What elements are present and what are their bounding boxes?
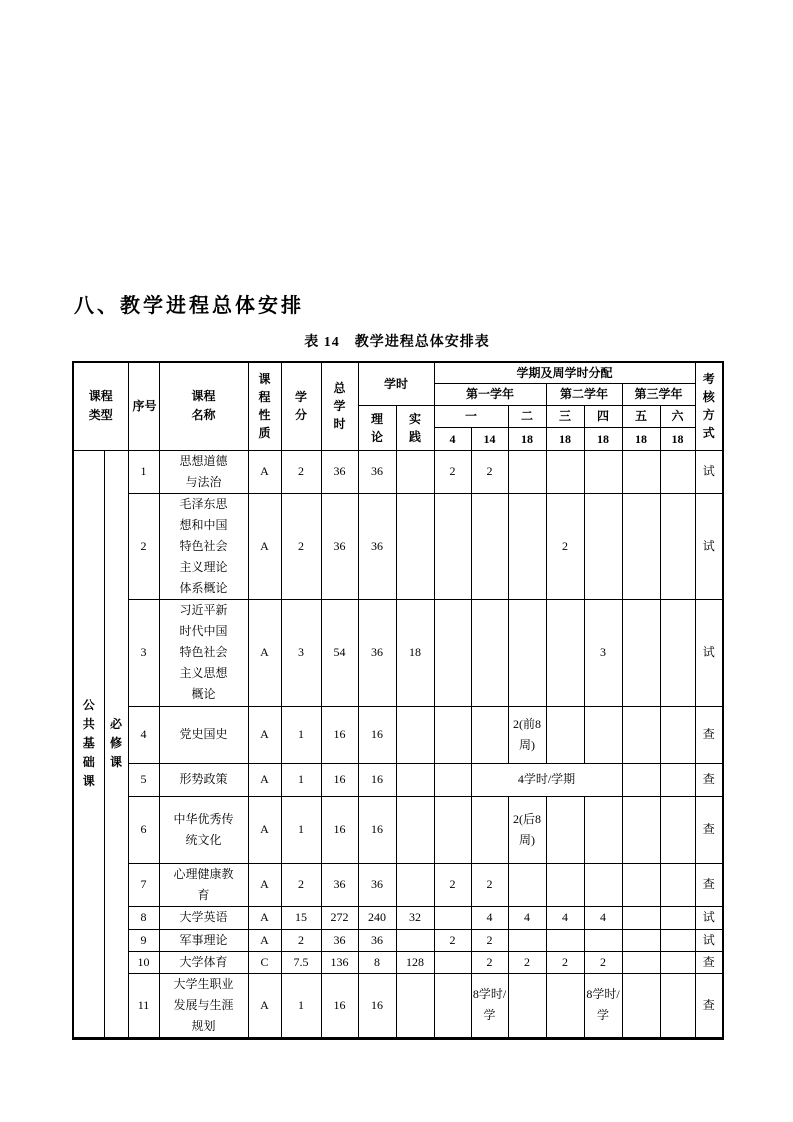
cell-theory: 36: [358, 450, 396, 493]
cell-sem1a: [434, 599, 471, 706]
cell-sem4: [584, 450, 622, 493]
cell-practice: [396, 763, 434, 796]
cell-exam: 查: [695, 763, 723, 796]
cell-seq: 1: [128, 450, 159, 493]
cell-sem2: [508, 599, 546, 706]
header-exam-method-label: 考核方式: [702, 372, 715, 441]
cell-total-hours: 36: [321, 450, 358, 493]
cell-seq: 5: [128, 763, 159, 796]
cell-sem1b: 4: [471, 906, 508, 929]
cell-sem1a: [434, 906, 471, 929]
cell-theory: 36: [358, 929, 396, 951]
cell-sem4: [584, 706, 622, 763]
cell-sem1b: 2: [471, 450, 508, 493]
cell-credits: 2: [281, 929, 321, 951]
cell-exam: 查: [695, 706, 723, 763]
table-row: [73, 929, 723, 951]
cell-sem5: [622, 450, 660, 493]
cell-credits: 7.5: [281, 951, 321, 973]
cell-sem3: 2: [546, 493, 584, 599]
course-name-text: 大学体育: [179, 954, 228, 969]
cell-sem4: 8学时/学: [584, 973, 622, 1038]
cell-sem3: [546, 796, 584, 863]
cell-sem6: [660, 929, 695, 951]
cell-theory: 8: [358, 951, 396, 973]
cell-sem6: [660, 706, 695, 763]
header-credits: [281, 362, 321, 450]
table-row: [73, 906, 723, 929]
cell-sem3: [546, 706, 584, 763]
cell-sem1b: 2: [471, 863, 508, 906]
table-row: [73, 951, 723, 973]
cell-sem2: [508, 863, 546, 906]
cell-course-name: [159, 706, 248, 763]
cell-nature: A: [248, 706, 281, 763]
header-sem-4: 四: [584, 405, 622, 427]
cell-sem5: [622, 906, 660, 929]
cell-sem6: [660, 906, 695, 929]
cell-sem6: [660, 599, 695, 706]
table-row: [73, 863, 723, 906]
cell-sem1b: 2: [471, 951, 508, 973]
cell-credits: 2: [281, 863, 321, 906]
cell-practice: [396, 706, 434, 763]
cell-exam: 查: [695, 973, 723, 1038]
cell-credits: 15: [281, 906, 321, 929]
cell-sem5: [622, 973, 660, 1038]
header-hours: 学时: [358, 362, 434, 405]
cell-sem1b: [471, 706, 508, 763]
cell-nature: A: [248, 929, 281, 951]
course-name-text: 军事理论: [179, 932, 228, 947]
course-name-text: 思想道德与法治: [179, 453, 228, 489]
cell-practice: 32: [396, 906, 434, 929]
cell-total-hours: 272: [321, 906, 358, 929]
cell-course-name: [159, 796, 248, 863]
header-weeks-3: 18: [546, 427, 584, 450]
header-semester-alloc: 学期及周学时分配: [434, 362, 695, 383]
cell-exam: 试: [695, 906, 723, 929]
cell-sem6: [660, 973, 695, 1038]
cell-sem2: 4: [508, 906, 546, 929]
cell-nature: A: [248, 796, 281, 863]
cell-sem3: [546, 863, 584, 906]
cell-seq: 6: [128, 796, 159, 863]
cell-sem2: [508, 450, 546, 493]
cell-credits: 1: [281, 973, 321, 1038]
cell-nature: A: [248, 863, 281, 906]
cell-nature: A: [248, 599, 281, 706]
cell-sem1b: 8学时/学: [471, 973, 508, 1038]
header-course-type-label: 课程类型: [88, 389, 113, 423]
header-course-nature: [248, 362, 281, 450]
header-course-type: [73, 362, 128, 450]
header-sem-2: 二: [508, 405, 546, 427]
table-row: [73, 973, 723, 1038]
cell-sem5: [622, 951, 660, 973]
cell-sem5: [622, 863, 660, 906]
cell-practice: [396, 493, 434, 599]
header-theory: [358, 405, 396, 450]
header-weeks-2: 18: [508, 427, 546, 450]
course-name-text: 心理健康教育: [173, 866, 234, 902]
category-public-basic: [73, 450, 104, 1038]
header-sem-1: 一: [434, 405, 508, 427]
cell-theory: 16: [358, 706, 396, 763]
cell-practice: [396, 929, 434, 951]
header-credits-label: 学分: [294, 390, 307, 423]
cell-seq: 8: [128, 906, 159, 929]
cell-course-name: [159, 929, 248, 951]
cell-sem2: 2: [508, 951, 546, 973]
course-name-text: 习近平新时代中国特色社会主义思想概论: [179, 603, 228, 701]
cell-sem1a: [434, 973, 471, 1038]
table-row: [73, 763, 723, 796]
cell-total-hours: 36: [321, 929, 358, 951]
cell-total-hours: 54: [321, 599, 358, 706]
cell-total-hours: 16: [321, 763, 358, 796]
cell-theory: 16: [358, 763, 396, 796]
cell-sem1a: 2: [434, 863, 471, 906]
cell-sem6: [660, 863, 695, 906]
table-row: [73, 599, 723, 706]
cell-sem3: [546, 929, 584, 951]
cell-exam: 查: [695, 863, 723, 906]
cell-sem1a: 2: [434, 929, 471, 951]
header-weeks-1a: 4: [434, 427, 471, 450]
cell-course-name: [159, 493, 248, 599]
cell-sem1a: [434, 951, 471, 973]
cell-sem1a: [434, 706, 471, 763]
header-weeks-1b: 14: [471, 427, 508, 450]
cell-sem5: [622, 706, 660, 763]
header-weeks-5: 18: [622, 427, 660, 450]
course-name-text: 党史国史: [179, 727, 228, 741]
section-heading: 八、教学进程总体安排: [74, 295, 304, 317]
header-seq-no: [128, 362, 159, 450]
cell-course-name: [159, 599, 248, 706]
header-course-nature-label: 课程性质: [258, 372, 271, 441]
category-required: [104, 450, 128, 1038]
cell-nature: A: [248, 763, 281, 796]
header-year2: 第二学年: [546, 383, 622, 405]
course-name-text: 大学生职业发展与生涯规划: [173, 976, 234, 1033]
header-sem-6: 六: [660, 405, 695, 427]
cell-theory: 16: [358, 973, 396, 1038]
cell-sem6: [660, 763, 695, 796]
cell-total-hours: 36: [321, 493, 358, 599]
header-practice-label: 实践: [408, 411, 421, 444]
cell-sem1a: [434, 796, 471, 863]
header-sem-5: 五: [622, 405, 660, 427]
cell-practice: [396, 796, 434, 863]
cell-seq: 7: [128, 863, 159, 906]
category-public-basic-label: 公共基础课: [82, 697, 95, 788]
cell-nature: A: [248, 450, 281, 493]
header-theory-label: 理论: [370, 411, 383, 444]
cell-practice: [396, 973, 434, 1038]
cell-sem4: [584, 796, 622, 863]
header-row-1: [73, 362, 723, 383]
cell-sem-merged: 4学时/学期: [471, 763, 622, 796]
cell-exam: 试: [695, 493, 723, 599]
cell-nature: C: [248, 951, 281, 973]
cell-seq: 9: [128, 929, 159, 951]
cell-sem3: 2: [546, 951, 584, 973]
cell-sem1a: [434, 763, 471, 796]
cell-seq: 2: [128, 493, 159, 599]
cell-sem2: [508, 973, 546, 1038]
cell-sem6: [660, 450, 695, 493]
cell-theory: 240: [358, 906, 396, 929]
cell-exam: 查: [695, 796, 723, 863]
cell-exam: 试: [695, 929, 723, 951]
cell-sem1a: [434, 493, 471, 599]
table-caption: 表 14 教学进程总体安排表: [304, 335, 490, 350]
header-seq-no-label: 序号: [132, 398, 157, 413]
cell-exam: 试: [695, 599, 723, 706]
cell-sem4: [584, 929, 622, 951]
cell-theory: 36: [358, 863, 396, 906]
cell-sem3: [546, 973, 584, 1038]
cell-practice: 128: [396, 951, 434, 973]
cell-seq: 11: [128, 973, 159, 1038]
cell-credits: 1: [281, 763, 321, 796]
cell-sem6: [660, 951, 695, 973]
course-name-text: 形势政策: [179, 772, 228, 786]
cell-course-name: [159, 763, 248, 796]
header-year3: 第三学年: [622, 383, 695, 405]
cell-sem5: [622, 763, 660, 796]
cell-credits: 3: [281, 599, 321, 706]
cell-sem6: [660, 493, 695, 599]
cell-theory: 36: [358, 599, 396, 706]
cell-sem4: 4: [584, 906, 622, 929]
cell-seq: 4: [128, 706, 159, 763]
cell-sem4: [584, 863, 622, 906]
header-practice: [396, 405, 434, 450]
course-name-text: 中华优秀传统文化: [173, 811, 234, 847]
cell-sem4: [584, 493, 622, 599]
cell-course-name: [159, 906, 248, 929]
cell-sem1a: 2: [434, 450, 471, 493]
cell-total-hours: 36: [321, 863, 358, 906]
cell-course-name: [159, 863, 248, 906]
cell-course-name: [159, 951, 248, 973]
course-name-text: 毛泽东思想和中国特色社会主义理论体系概论: [179, 496, 228, 595]
cell-seq: 3: [128, 599, 159, 706]
course-name-text: 大学英语: [179, 910, 228, 924]
cell-credits: 2: [281, 450, 321, 493]
cell-sem4: 3: [584, 599, 622, 706]
cell-sem3: [546, 599, 584, 706]
cell-total-hours: 16: [321, 796, 358, 863]
cell-sem6: [660, 796, 695, 863]
cell-sem2: 2(后8周): [508, 796, 546, 863]
cell-credits: 2: [281, 493, 321, 599]
cell-practice: [396, 450, 434, 493]
cell-total-hours: 136: [321, 951, 358, 973]
cell-credits: 1: [281, 706, 321, 763]
teaching-schedule-table: [72, 361, 724, 1040]
cell-sem1b: [471, 796, 508, 863]
cell-practice: [396, 863, 434, 906]
cell-total-hours: 16: [321, 973, 358, 1038]
cell-sem5: [622, 493, 660, 599]
header-total-hours-label: 总学时: [333, 381, 346, 432]
header-year1: 第一学年: [434, 383, 546, 405]
cell-theory: 16: [358, 796, 396, 863]
cell-sem2: [508, 493, 546, 599]
header-total-hours: [321, 362, 358, 450]
cell-sem5: [622, 929, 660, 951]
header-course-name-label: 课程名称: [191, 389, 216, 423]
header-weeks-4: 18: [584, 427, 622, 450]
cell-sem4: 2: [584, 951, 622, 973]
cell-credits: 1: [281, 796, 321, 863]
table-row: [73, 706, 723, 763]
table-row: [73, 796, 723, 863]
cell-sem1b: 2: [471, 929, 508, 951]
cell-sem5: [622, 599, 660, 706]
header-sem-3: 三: [546, 405, 584, 427]
cell-exam: 查: [695, 951, 723, 973]
cell-sem1b: [471, 493, 508, 599]
cell-theory: 36: [358, 493, 396, 599]
cell-sem3: 4: [546, 906, 584, 929]
cell-nature: A: [248, 493, 281, 599]
category-required-label: 必修课: [109, 716, 122, 769]
cell-total-hours: 16: [321, 706, 358, 763]
header-weeks-6: 18: [660, 427, 695, 450]
cell-sem2: 2(前8周): [508, 706, 546, 763]
cell-course-name: [159, 450, 248, 493]
cell-sem3: [546, 450, 584, 493]
header-exam-method: [695, 362, 723, 450]
cell-course-name: [159, 973, 248, 1038]
table-row: [73, 493, 723, 599]
cell-sem5: [622, 796, 660, 863]
table-row: [73, 450, 723, 493]
cell-practice: 18: [396, 599, 434, 706]
cell-seq: 10: [128, 951, 159, 973]
cell-sem1b: [471, 599, 508, 706]
cell-nature: A: [248, 906, 281, 929]
cell-sem2: [508, 929, 546, 951]
cell-nature: A: [248, 973, 281, 1038]
cell-exam: 试: [695, 450, 723, 493]
header-course-name: [159, 362, 248, 450]
